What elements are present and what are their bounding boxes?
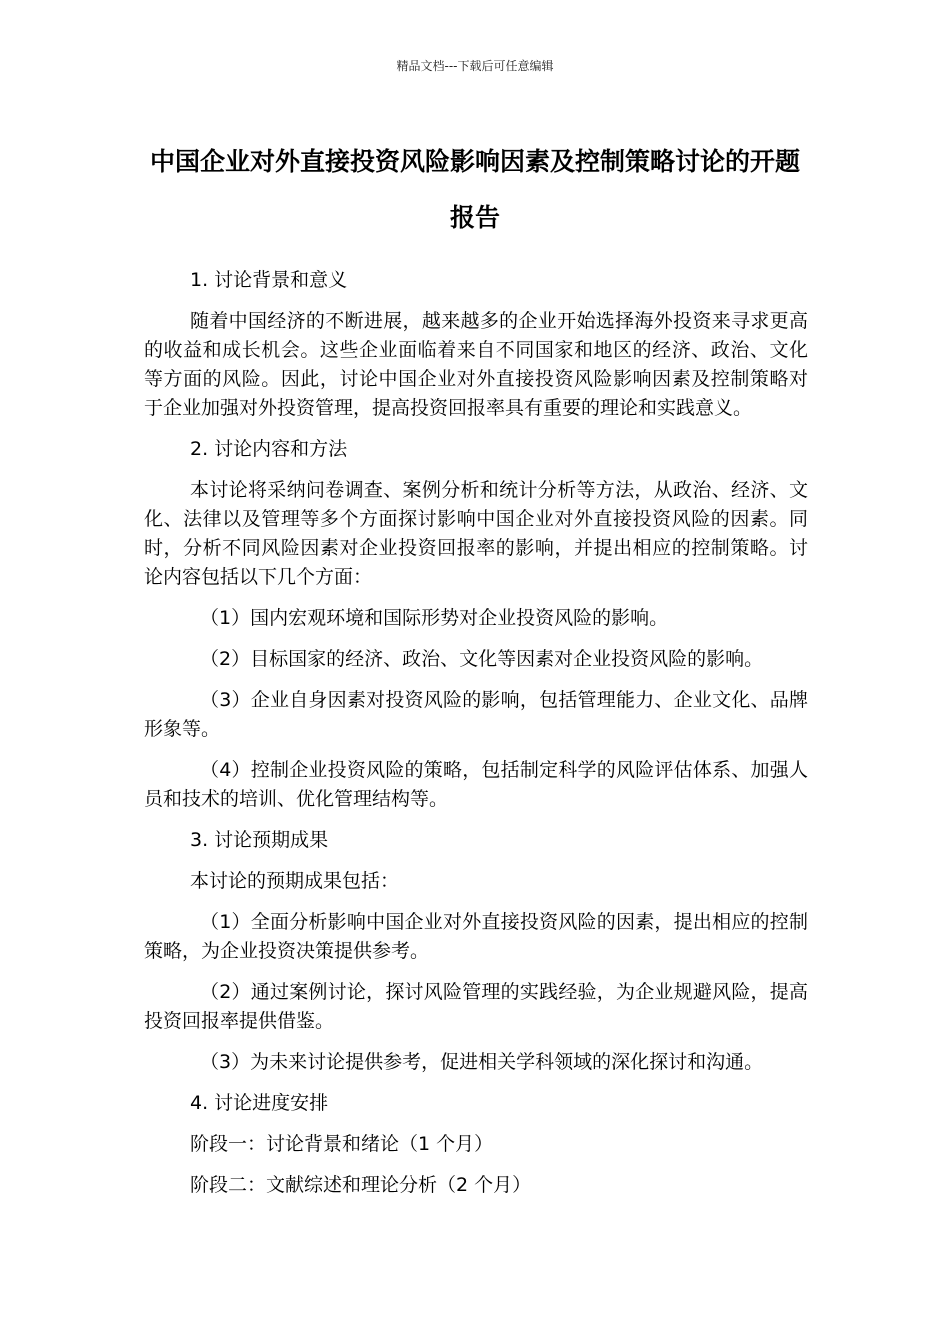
list-item-content-4: （4）控制企业投资风险的策略，包括制定科学的风险评估体系、加强人员和技术的培训、优化管理结构等。 [144,759,808,810]
schedule-stage-2: 阶段二：文献综述和理论分析（2 个月） [190,1174,532,1196]
paragraph-expected-results: 本讨论的预期成果包括： [190,870,400,892]
section-heading-schedule: 4. 讨论进度安排 [190,1092,329,1114]
list-item-result-3: （3）为未来讨论提供参考，促进相关学科领域的深化探讨和沟通。 [200,1051,764,1073]
section-heading-expected-results: 3. 讨论预期成果 [190,829,329,851]
schedule-stage-1: 阶段一：讨论背景和绪论（1 个月） [190,1133,494,1155]
document-title: 中国企业对外直接投资风险影响因素及控制策略讨论的开题报告 [149,147,800,232]
list-item-content-1: （1）国内宏观环境和国际形势对企业投资风险的影响。 [200,607,669,629]
document-body [144,266,808,1212]
paragraph-background: 随着中国经济的不断进展，越来越多的企业开始选择海外投资来寻求更高的收益和成长机会。这些企业面临着来自不同国家和地区的经济、政治、文化等方面的风险。因此，讨论中国企业对外直接投资风险影响因素及控制策略对于企业加强对外投资管理，提高投资回报率具有重要的理论和实践意义。 [144,310,808,419]
paragraph-content-methods: 本讨论将采纳问卷调查、案例分析和统计分析等方法，从政治、经济、文化、法律以及管理等多个方面探讨影响中国企业对外直接投资风险的因素。同时，分析不同风险因素对企业投资回报率的影响，并提出相应的控制策略。讨论内容包括以下几个方面： [144,479,808,588]
section-heading-background: 1. 讨论背景和意义 [190,269,348,291]
header-note: 精品文档---下载后可任意编辑 [396,59,554,73]
list-item-result-1: （1）全面分析影响中国企业对外直接投资风险的因素，提出相应的控制策略，为企业投资决策提供参考。 [144,911,808,962]
list-item-content-3: （3）企业自身因素对投资风险的影响，包括管理能力、企业文化、品牌形象等。 [144,689,808,740]
section-heading-content-methods: 2. 讨论内容和方法 [190,438,348,460]
list-item-content-2: （2）目标国家的经济、政治、文化等因素对企业投资风险的影响。 [200,648,764,670]
list-item-result-2: （2）通过案例讨论，探讨风险管理的实践经验，为企业规避风险，提高投资回报率提供借鉴。 [144,981,808,1032]
